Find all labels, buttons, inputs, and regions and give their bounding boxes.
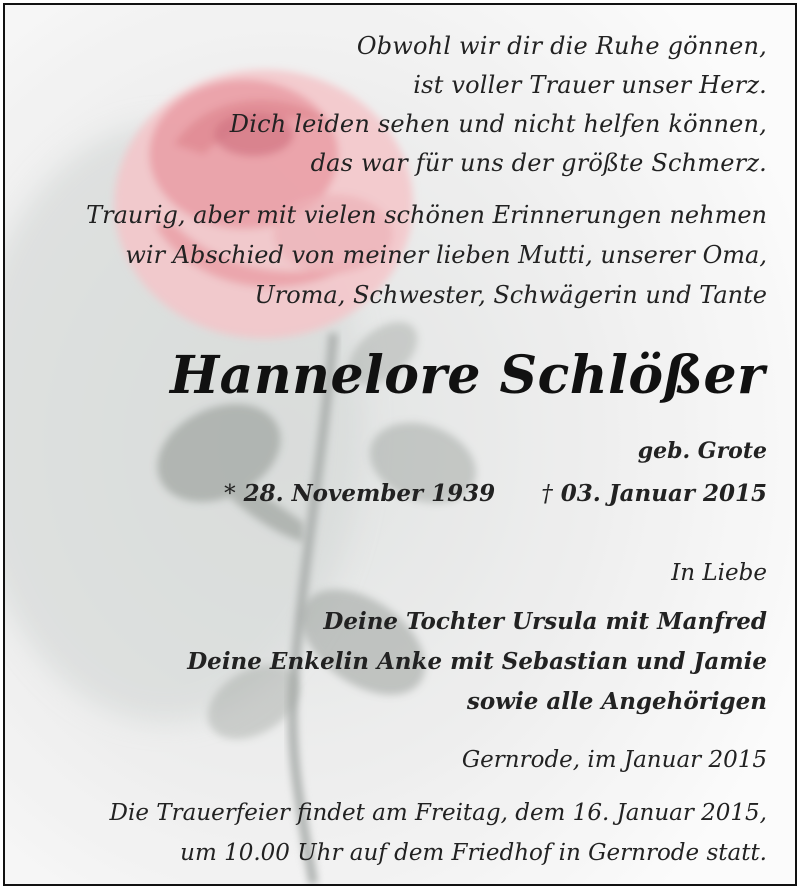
intro-line: Uroma, Schwester, Schwägerin und Tante <box>254 281 767 309</box>
maiden-name: geb. Grote <box>637 438 767 464</box>
service-line: Die Trauerfeier findet am Freitag, dem 16. Januar 2015, <box>109 800 767 826</box>
life-dates <box>224 480 767 507</box>
poem <box>230 27 767 183</box>
mourner-line: sowie alle Angehörigen <box>466 688 767 715</box>
intro-line: wir Abschied von meiner lieben Mutti, unserer Oma, <box>125 241 767 269</box>
poem-line: Obwohl wir dir die Ruhe gönnen, <box>356 32 767 60</box>
service-line: um 10.00 Uhr auf dem Friedhof in Gernrode statt. <box>180 840 767 866</box>
poem-line: ist voller Trauer unser Herz. <box>413 71 767 99</box>
poem-line: das war für uns der größte Schmerz. <box>310 149 767 177</box>
mourner-line: Deine Tochter Ursula mit Manfred <box>323 608 767 635</box>
in-love-label: In Liebe <box>671 560 767 586</box>
place-date: Gernrode, im Januar 2015 <box>461 747 767 773</box>
funeral-service-info <box>110 793 767 873</box>
deceased-name: Hannelore Schlößer <box>170 345 765 406</box>
birth-date: 28. November 1939 <box>243 480 496 507</box>
death-cross-icon: † <box>541 481 553 507</box>
mourner-line: Deine Enkelin Anke mit Sebastian und Jamie <box>187 648 767 675</box>
farewell-intro <box>86 195 767 315</box>
intro-line: Traurig, aber mit vielen schönen Erinnerungen nehmen <box>86 201 767 229</box>
death-date: 03. Januar 2015 <box>560 480 767 507</box>
mourners <box>187 602 767 722</box>
obituary-card <box>3 3 797 886</box>
birth-star-icon: * <box>224 481 236 507</box>
poem-line: Dich leiden sehen und nicht helfen können, <box>229 110 767 138</box>
